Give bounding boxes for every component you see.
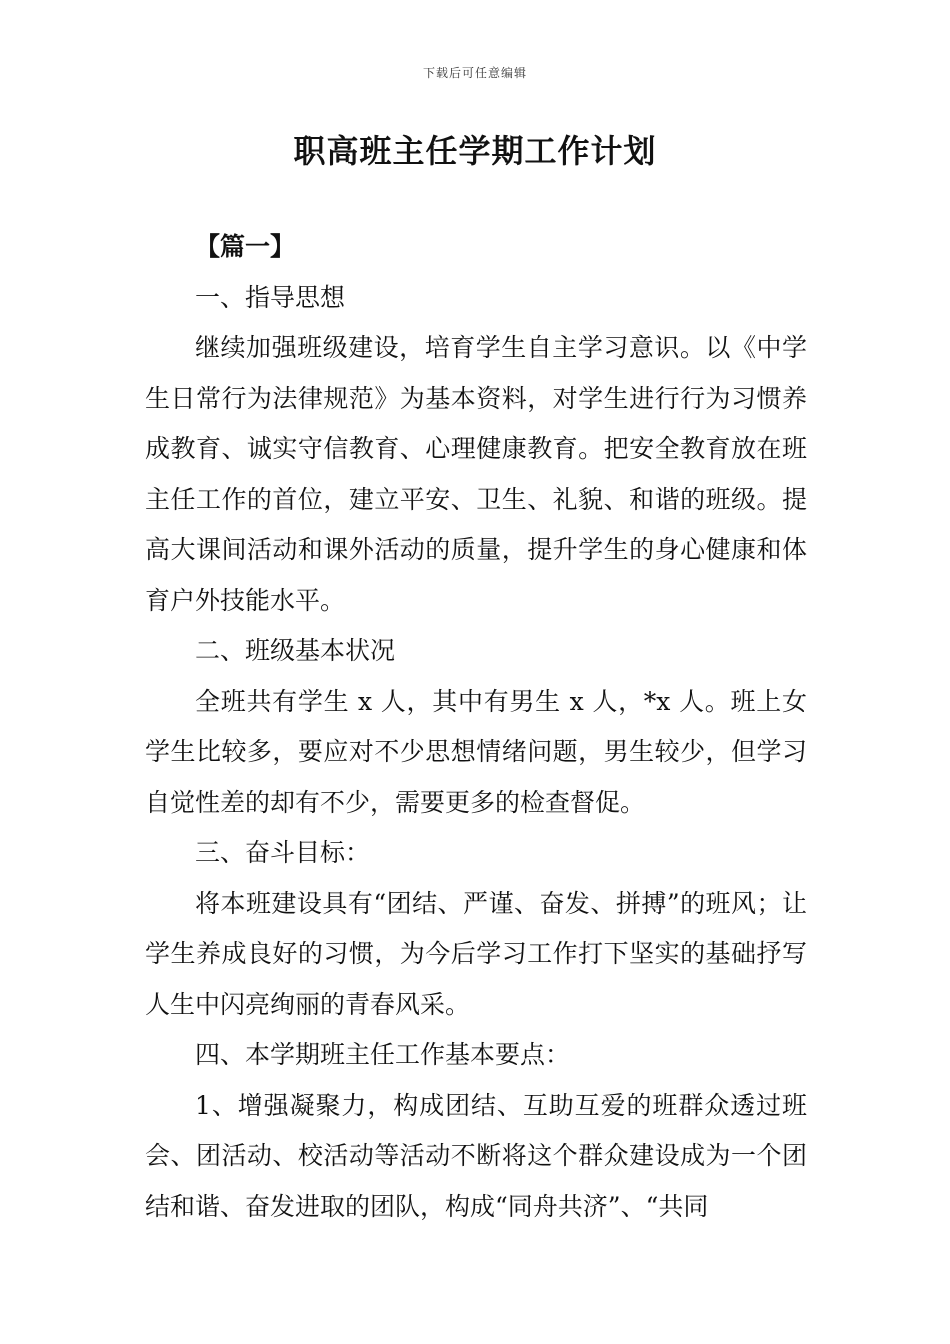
document-title: 职高班主任学期工作计划 (293, 132, 657, 170)
paragraph-class-situation: 全班共有学生 x 人，其中有男生 x 人，*x 人。班上女学生比较多，要应对不少思想情绪问题，男生较少，但学习自觉性差的却有不少，需要更多的检查督促。 (145, 686, 807, 817)
heading-work-points: 四、本学期班主任工作基本要点： (195, 1040, 571, 1069)
heading-class-situation: 二、班级基本状况 (195, 636, 396, 665)
heading-guiding-thought: 一、指导思想 (195, 282, 346, 312)
paragraph-goals: 将本班建设具有“团结、严谨、奋发、拼搏”的班风；让学生养成良好的习惯，为今后学习工作打下坚实的基础抒写人生中闪亮绚丽的青春风采。 (145, 888, 807, 1019)
heading-goals: 三、奋斗目标： (195, 838, 371, 867)
section-marker: 【篇一】 (195, 232, 296, 261)
paragraph-work-point-1: 1、增强凝聚力，构成团结、互助互爱的班群众透过班会、团活动、校活动等活动不断将这个群众建设成为一个团结和谐、奋发进取的团队，构成“同舟共济”、“共同 (145, 1090, 807, 1221)
paragraph-guiding-thought: 继续加强班级建设，培育学生自主学习意识。以《中学生日常行为法律规范》为基本资料，对学生进行行为习惯养成教育、诚实守信教育、心理健康教育。把安全教育放在班主任工作的首位，建立平安、卫生、礼貌、和谐的班级。提高大课间活动和课外活动的质量，提升学生的身心健康和体育户外技能水平。 (145, 333, 807, 615)
document-body (145, 222, 807, 1232)
header-note: 下载后可任意编辑 (422, 66, 527, 80)
